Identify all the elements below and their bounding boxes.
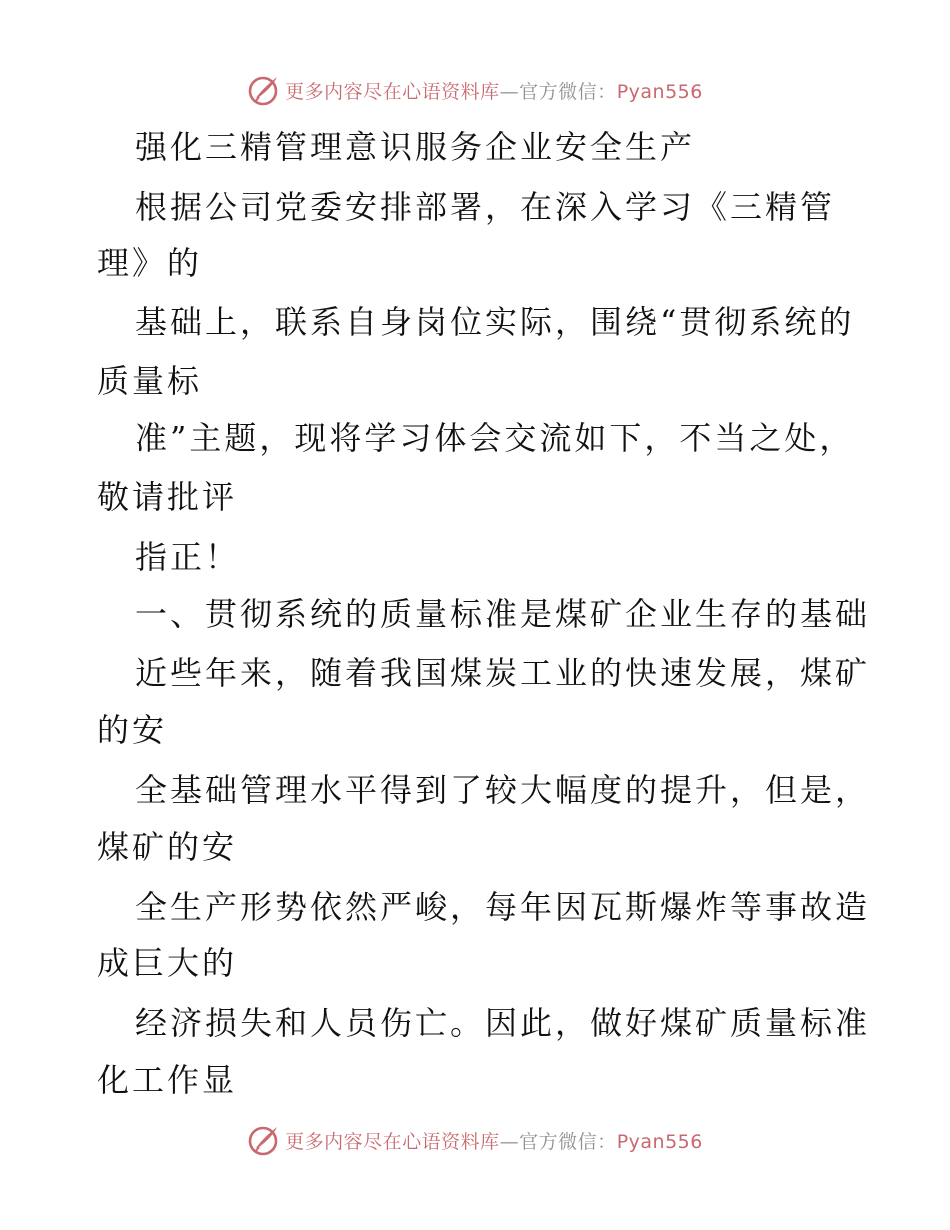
paragraph-line: 成巨大的 (97, 944, 238, 982)
section-heading: 一、贯彻系统的质量标准是煤矿企业生存的基础 (135, 595, 871, 633)
header-banner (0, 70, 950, 110)
paragraph-line: 近些年来，随着我国煤炭工业的快速发展，煤矿 (135, 654, 871, 692)
paragraph-line: 化工作显 (97, 1061, 238, 1099)
quill-logo-icon (247, 73, 281, 107)
paragraph-line: 经济损失和人员伤亡。因此，做好煤矿质量标准 (135, 1004, 871, 1042)
paragraph-line: 敬请批评 (97, 478, 238, 516)
banner-wechat-id: Pyan556 (616, 1130, 703, 1153)
paragraph-line: 基础上，联系自身岗位实际，围绕“贯彻系统的 (135, 303, 855, 341)
banner-separator: — (499, 1130, 520, 1153)
banner-separator: — (499, 80, 520, 103)
banner-wechat-label: 官方微信： (519, 1130, 617, 1153)
paragraph-line: 煤矿的安 (97, 828, 238, 866)
paragraph-line: 质量标 (97, 362, 203, 400)
banner-site-name: 更多内容尽在心语资料库 (285, 80, 500, 103)
paragraph-line: 的安 (97, 711, 168, 749)
banner-wechat-label: 官方微信： (519, 80, 617, 103)
document-title: 强化三精管理意识服务企业安全生产 (135, 128, 696, 166)
quill-logo-icon (247, 1123, 281, 1157)
banner-wechat-id: Pyan556 (616, 80, 703, 103)
banner-site-name: 更多内容尽在心语资料库 (285, 1130, 500, 1153)
paragraph-line: 理》的 (97, 244, 203, 282)
paragraph-line: 全基础管理水平得到了较大幅度的提升，但是， (135, 771, 871, 809)
paragraph-line: 全生产形势依然严峻，每年因瓦斯爆炸等事故造 (135, 888, 871, 926)
footer-banner (0, 1120, 950, 1160)
paragraph-line: 指正！ (135, 538, 241, 576)
paragraph-line: 准”主题，现将学习体会交流如下，不当之处， (135, 419, 855, 457)
paragraph-line: 根据公司党委安排部署，在深入学习《三精管 (135, 188, 836, 226)
